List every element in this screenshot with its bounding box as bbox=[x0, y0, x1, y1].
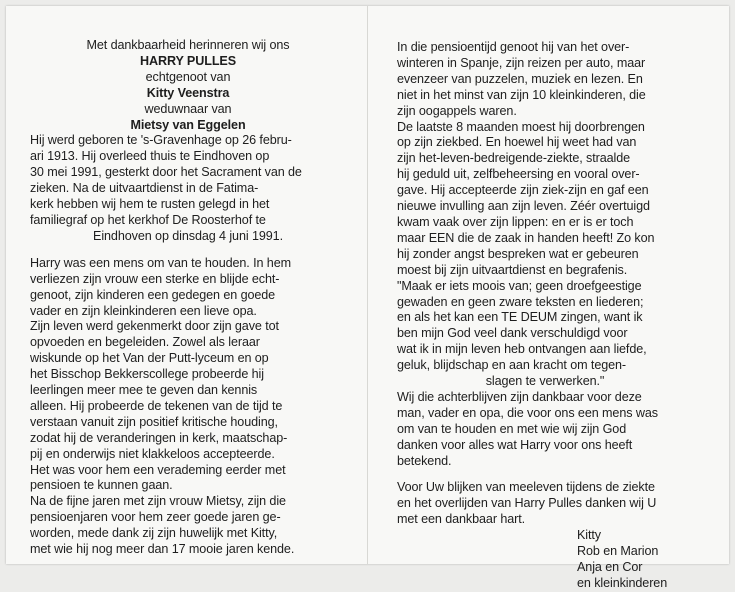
text-line: zieken. Na de uitvaartdienst in de Fatima- bbox=[30, 181, 259, 196]
text-line: familiegraf op het kerkhof De Roosterhof te bbox=[30, 212, 266, 227]
text-line: kerk hebben wij hem te rusten gelegd in het bbox=[30, 197, 270, 212]
spouse-name: Kitty Veenstra bbox=[146, 85, 230, 100]
text-line: verstaan vanuit zijn positief kritische houding, bbox=[30, 414, 278, 429]
text-line: wat ik in mijn leven heb ontvangen aan liefde, bbox=[397, 342, 647, 357]
text-line: danken voor alles wat Harry voor ons heeft bbox=[397, 437, 633, 452]
text-line: In die pensioentijd genoot hij van het over- bbox=[397, 40, 630, 54]
text-line: man, vader en opa, die voor ons een mens was bbox=[397, 405, 658, 420]
widower-name: Mietsy van Eggelen bbox=[130, 117, 246, 132]
biography-paragraph bbox=[30, 133, 346, 244]
text-line: verliezen zijn vrouw een sterke en blijde echt- bbox=[30, 271, 280, 286]
text-line: Harry was een mens om van te houden. In hem bbox=[30, 255, 292, 270]
pension-paragraph bbox=[397, 40, 693, 469]
text-line: gewaden en geen zware teksten en liederen; bbox=[397, 294, 644, 309]
text-line: pensioenjaren voor hem zeer goede jaren ge- bbox=[30, 510, 281, 525]
card-fold-line bbox=[367, 6, 368, 564]
text-line: alleen. Hij probeerde de tekenen van de tijd te bbox=[30, 398, 283, 413]
widower-label: weduwnaar van bbox=[144, 101, 232, 116]
text-line: zodat hij de veranderingen in kerk, maatschap- bbox=[30, 430, 288, 445]
text-line: gave. Hij accepteerde zijn ziek-zijn en gaf een bbox=[397, 183, 649, 198]
text-line: hij geduld uit, zelfbeheersing en vooral over- bbox=[397, 167, 640, 182]
text-line: pensioen te kunnen gaan. bbox=[30, 478, 173, 493]
text-line: vader en zijn kleinkinderen een lieve opa. bbox=[30, 303, 257, 318]
text-line: op zijn ziekbed. En hoewel hij weet had van bbox=[397, 135, 637, 150]
right-page bbox=[397, 40, 693, 592]
text-line: genoot, zijn kinderen een gedegen en goede bbox=[30, 287, 276, 302]
text-line: en als het kan een TE DEUM zingen, want ik bbox=[397, 310, 643, 325]
text-line: "Maak er iets moois van; geen droefgeestige bbox=[397, 278, 642, 293]
text-line: Hij werd geboren te 's-Gravenhage op 26 febru- bbox=[30, 133, 292, 148]
text-line: niet in het minst van zijn 10 kleinkinderen, die bbox=[397, 87, 646, 102]
text-line: Het was voor hem een verademing eerder met bbox=[30, 462, 286, 477]
text-line: wiskunde op het Van der Putt-lyceum en op bbox=[30, 351, 269, 366]
text-line: het Bisschop Bekkerscollege probeerde hij bbox=[30, 367, 264, 382]
signatures bbox=[397, 528, 693, 592]
text-line: betekend. bbox=[397, 453, 452, 468]
signature-line: en kleinkinderen bbox=[577, 575, 668, 590]
intro-line: Met dankbaarheid herinneren wij ons bbox=[86, 38, 290, 52]
text-line: ben mijn God veel dank verschuldigd voor bbox=[397, 326, 628, 341]
text-line: zijn het-leven-bedreigende-ziekte, straalde bbox=[397, 151, 631, 166]
text-line: 30 mei 1991, gesterkt door het Sacrament van de bbox=[30, 165, 302, 180]
text-line: moest bij zijn uitvaartdienst en begrafenis. bbox=[397, 262, 628, 277]
text-line: worden, mede dank zij zijn huwelijk met Kitty, bbox=[30, 526, 278, 541]
left-page bbox=[30, 38, 346, 558]
text-line: en het overlijden van Harry Pulles danken wij U bbox=[397, 496, 657, 511]
text-line: winteren in Spanje, zijn reizen per auto, maar bbox=[397, 55, 646, 70]
text-line: maar EEN die de zaak in handen heeft! Zo kon bbox=[397, 230, 655, 245]
text-line: met wie hij nog meer dan 17 mooie jaren kende. bbox=[30, 542, 295, 557]
character-paragraph bbox=[30, 256, 346, 558]
text-line: zijn oogappels waren. bbox=[397, 103, 517, 118]
text-line: evenzeer van puzzelen, muziek en lezen. En bbox=[397, 71, 643, 86]
text-line: Na de fijne jaren met zijn vrouw Mietsy, zijn die bbox=[30, 494, 286, 509]
text-line: Voor Uw blijken van meeleven tijdens de ziekte bbox=[397, 480, 655, 495]
signature-line: Kitty bbox=[577, 528, 601, 543]
text-line: De laatste 8 maanden moest hij doorbrengen bbox=[397, 119, 645, 134]
text-line: pij en onderwijs niet klakkeloos accepteerde. bbox=[30, 446, 275, 461]
thanks-paragraph bbox=[397, 480, 693, 528]
text-line: hij zonder angst bespreken wat er gebeuren bbox=[397, 246, 639, 261]
deceased-name: HARRY PULLES bbox=[139, 53, 237, 68]
text-line: leerlingen meer mee te geven dan kennis bbox=[30, 383, 258, 398]
signature-line: Anja en Cor bbox=[577, 560, 643, 574]
text-line: om van te houden en met wie wij zijn God bbox=[397, 421, 627, 436]
text-line: Wij die achterblijven zijn dankbaar voor deze bbox=[397, 389, 642, 404]
text-line: slagen te verwerken." bbox=[485, 374, 605, 389]
signature-line: Rob en Marion bbox=[577, 544, 659, 559]
text-line: opvoeden en begeleiden. Zowel als leraar bbox=[30, 335, 260, 350]
text-line: geluk, blijdschap en aan kracht om tegen- bbox=[397, 358, 627, 373]
text-line: Eindhoven op dinsdag 4 juni 1991. bbox=[93, 228, 283, 243]
text-line: ari 1913. Hij overleed thuis te Eindhoven op bbox=[30, 149, 270, 164]
text-line: nieuwe invulling aan zijn leven. Zéér overtuigd bbox=[397, 199, 650, 214]
text-line: Zijn leven werd gekenmerkt door zijn gave tot bbox=[30, 319, 279, 334]
text-line: met een dankbaar hart. bbox=[397, 512, 526, 527]
text-line: kwam vaak over zijn lippen: en er is er toch bbox=[397, 214, 634, 229]
spouse-label: echtgenoot van bbox=[145, 69, 231, 84]
